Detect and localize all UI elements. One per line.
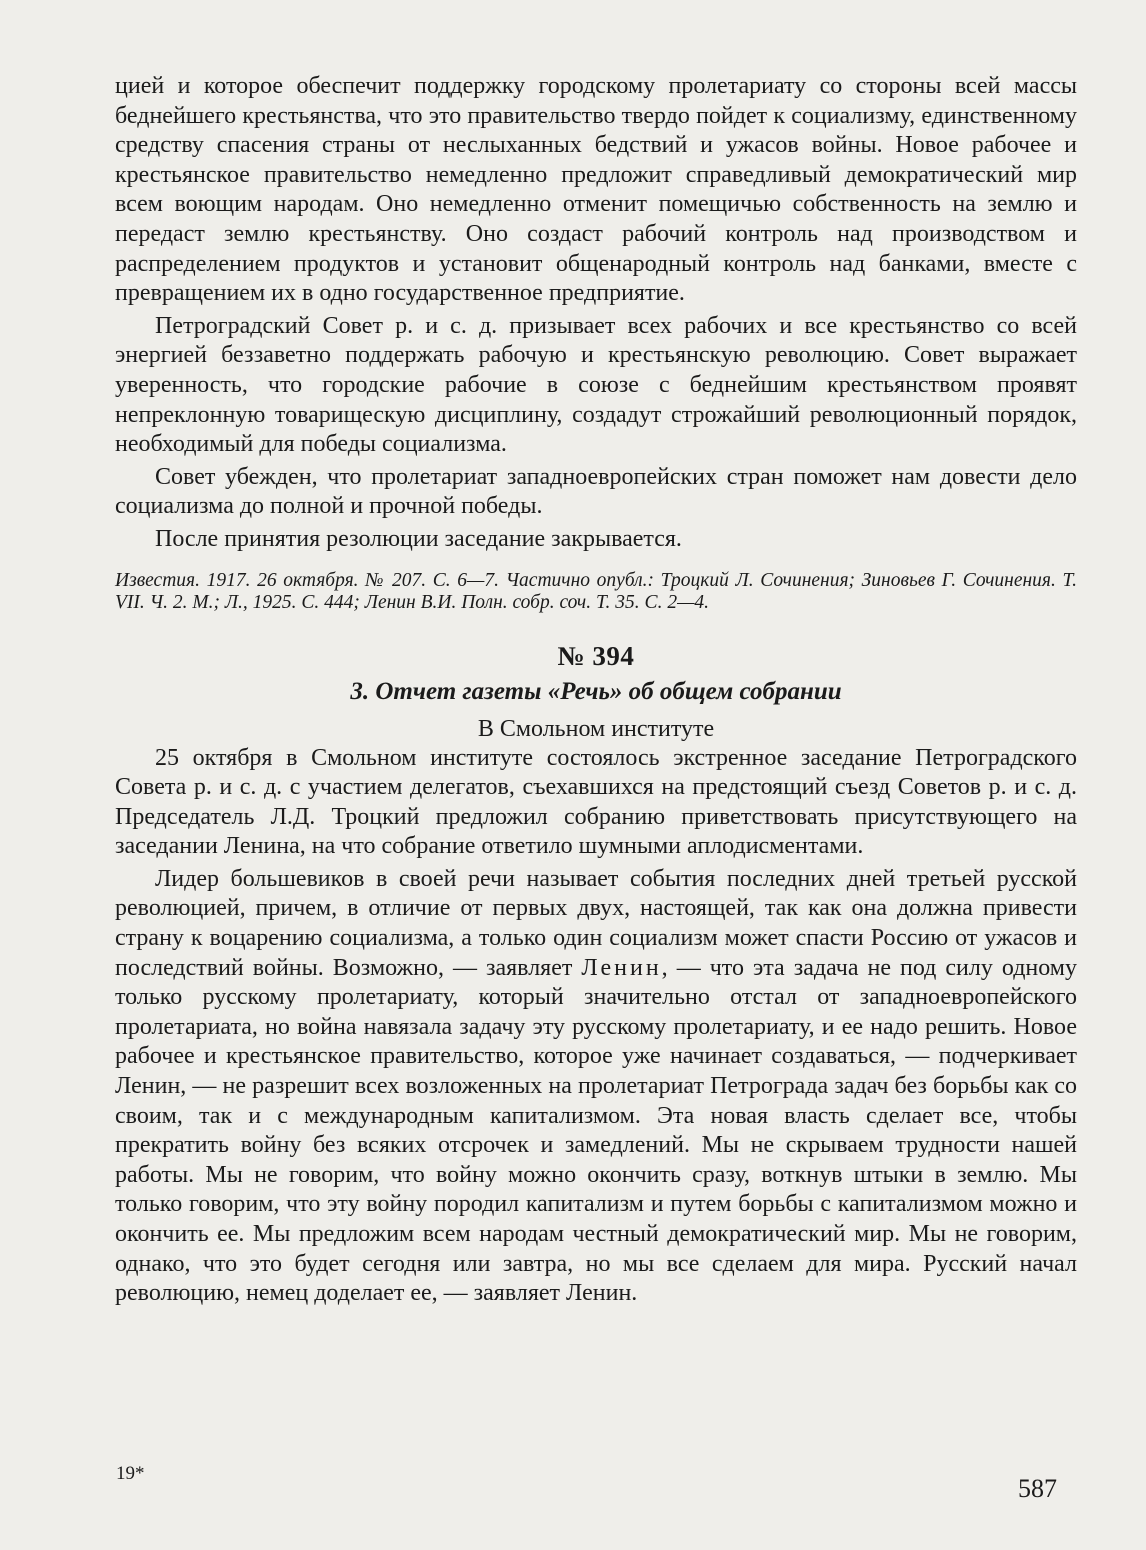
signature-mark: 19* (116, 1463, 145, 1484)
source-citation: Известия. 1917. 26 октября. № 207. С. 6—7. Частично опубл.: Троцкий Л. Сочинения; Зиновьев Г. Сочинения. Т. VII. Ч. 2. М.; Л., 1925. С. 444; Ленин В.И. Полн. собр. соч. Т. 35. С. 2—4. (115, 569, 1077, 613)
text-column (115, 72, 1077, 1309)
document-number: № 394 (557, 640, 635, 671)
paragraph-meeting-closed: После принятия резолюции заседание закрывается. (155, 525, 682, 552)
paragraph-petrograd-soviet-appeal: Петроградский Совет р. и с. д. призывает всех рабочих и все крестьянство со всей энергией беззаветно поддержать рабочую и крестьянскую революцию. Совет выражает уверенность, что городские рабочие в союзе с беднейшим крестьянством проявят непреклонную товарищескую дисциплину, создадут строжайший революционный порядок, необходимый для победы социализма. (115, 312, 1077, 458)
speech-text-part1: Лидер большевиков в своей речи называет события последних дней третьей русской революцией, причем, в отличие от первых двух, настоящей, так как она должна привести страну к воцарению социализма, а только один социализм может спасти Россию от ужасов и последствий войны. Возможно, — заявляет (115, 865, 1077, 981)
speech-text-part2: , — что эта задача не под силу одному только русскому пролетариату, который значительно отстал от западноевропейского пролетариата, но война навязала задачу эту русскому пролетариату, и ее надо решить. Новое рабочее и крестьянское правительство, которое уже начинает создаваться, — подчеркивает Ленин, — не разрешит всех возложенных на пролетариат Петрограда задач без борьбы как со своим, так и с международным капитализмом. Эта новая власть сделает все, чтобы прекратить войну без всяких отсрочек и замедлений. Мы не скрываем трудности нашей работы. Мы не говорим, что войну можно окончить сразу, воткнув штыки в землю. Мы только говорим, что эту войну породил капитализм и путем борьбы с капитализмом можно и окончить ее. Мы предложим всем народам честный демократический мир. Мы не говорим, однако, что это будет сегодня или завтра, но мы все сделаем для мира. Русский начал революцию, немец доделает ее, — заявляет Ленин. (115, 954, 1077, 1307)
document-title: 3. Отчет газеты «Речь» об общем собрании (350, 677, 842, 705)
paragraph-lenin-speech (115, 865, 1077, 1309)
document-subtitle: В Смольном институте (477, 715, 715, 742)
paragraph-soviet-conviction: Совет убежден, что пролетариат западноевропейских стран поможет нам довести дело социализма до полной и прочной победы. (115, 463, 1077, 520)
paragraph-continuation: цией и которое обеспечит поддержку городскому пролетариату со стороны всей массы беднейшего крестьянства, что это правительство твердо пойдет к социализму, единственному средству спасения страны от неслыханных бедствий и ужасов войны. Новое рабочее и крестьянское правительство немедленно предложит справедливый демократический мир всем воющим народам. Оно немедленно отменит помещичью собственность на землю и передаст землю крестьянству. Оно создаст рабочий контроль над производством и распределением продуктов и установит общенародный контроль над банками, вместе с превращением их в одно государственное предприятие. (115, 73, 1077, 307)
paragraph-smolny-meeting: 25 октября в Смольном институте состоялось экстренное заседание Петроградского Совета р. и с. д. с участием делегатов, съехавшихся на предстоящий съезд Советов р. и с. д. Председатель Л.Д. Троцкий предложил собранию приветствовать присутствующего на заседании Ленина, на что собрание ответило шумными аплодисментами. (115, 744, 1077, 860)
spaced-name-lenin: Ленин (581, 954, 662, 981)
page-number: 587 (1018, 1474, 1057, 1503)
